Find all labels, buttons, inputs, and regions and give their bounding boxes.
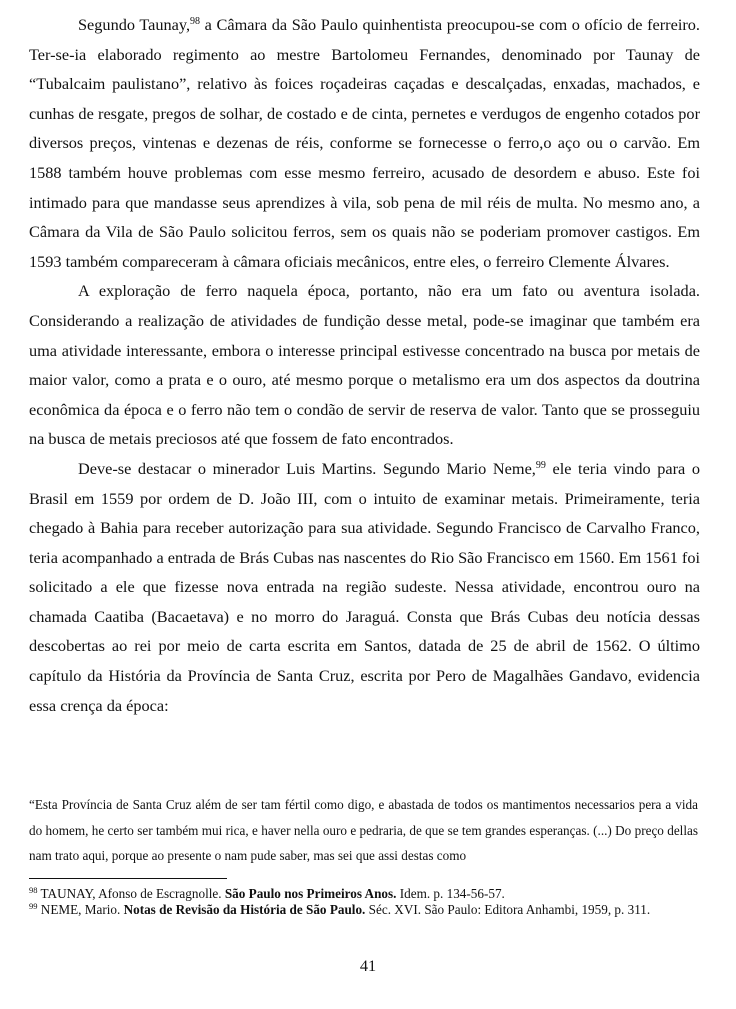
footnote-ref-99[interactable]: 99 xyxy=(535,459,546,471)
page-number: 41 xyxy=(359,956,377,975)
paragraph-1-text-b: a Câmara da São Paulo quinhentista preocupou-se com o ofício de ferreiro. Ter-se-ia elaborado regimento ao mestre Bartolomeu Fernandes, denominado por Taunay de “Tubalcaim paulistano”, relativo às foices roçadeiras caçadas e descalçadas, enxadas, machados, e cunhas de resgate, pregos de solhar, de costado e de cinta, pernetes e verdugos de engenho cotados por diversos preços, vintenas e dezenas de réis, conforme se fornecesse o ferro,o aço ou o carvão. Em 1588 também houve problemas com esse mesmo ferreiro, acusado de desordem e abuso. Este foi intimado para que mandasse seus aprendizes à vila, sob pena de mil réis de multa. No mesmo ano, a Câmara da Vila de São Paulo solicitou ferros, sem os quais não se poderiam promover castigos. Em 1593 também compareceram à câmara oficiais mecânicos, entre eles, o ferreiro Clemente Álvares. xyxy=(29,15,700,271)
footnote-98 xyxy=(29,886,700,902)
footnote-text: Idem. p. 134-56-57. xyxy=(396,886,505,901)
footnote-number: 99 xyxy=(29,901,38,911)
block-quote: “Esta Província de Santa Cruz além de ser tam fértil como digo, e abastada de todos os mantimentos necessarios pera a vida do homem, he certo ser também mui rica, e haver nella ouro e pedraria, de que se tem grandes esperanças. (...) Do preço dellas nam trato aqui, porque ao presente o nam pude saber, mas sei que assi destas como xyxy=(29,797,698,863)
footnote-99 xyxy=(29,902,700,918)
footnote-text: NEME, Mario. xyxy=(37,902,124,917)
paragraph-3-text-a: Deve-se destacar o minerador Luis Martins. Segundo Mario Neme, xyxy=(78,458,536,478)
footnote-ref-98[interactable]: 98 xyxy=(190,16,201,27)
paragraph-2: A exploração de ferro naquela época, portanto, não era um fato ou aventura isolada. Considerando a realização de atividades de fundição desse metal, pode-se imaginar que também era uma atividade interessante, embora o interesse principal estivesse concentrado na busca por metais de maior valor, como a prata e o ouro, até mesmo porque o metalismo era um dos aspectos da doutrina econômica da época e o ferro não tem o condão de servir de reserva de valor. Tanto que se prosseguiu na busca de metais preciosos até que fossem de fato encontrados. xyxy=(29,281,700,449)
footnote-title: Notas de Revisão da História de São Paulo. xyxy=(123,902,366,917)
footnote-text: TAUNAY, Afonso de Escragnolle. xyxy=(37,886,225,901)
footnote-text: Séc. XVI. São Paulo: Editora Anhambi, 1959, p. 311. xyxy=(365,902,651,917)
paragraph-3 xyxy=(29,454,700,720)
footnotes xyxy=(29,886,700,918)
document-page xyxy=(29,10,700,917)
paragraph-1-text-a: Segundo Taunay, xyxy=(78,15,191,34)
paragraph-1 xyxy=(29,10,700,276)
footnote-number: 98 xyxy=(29,885,38,895)
footnote-divider xyxy=(29,878,227,879)
paragraph-3-text-b: ele teria vindo para o Brasil em 1559 por ordem de D. João III, com o intuito de examinar metais. Primeiramente, teria chegado à Bahia para receber autorização para sua atividade. Segundo Francisco de Carvalho Franco, teria acompanhado a entrada de Brás Cubas nas nascentes do Rio São Francisco em 1560. Em 1561 foi solicitado a ele que fizesse nova entrada na região sudeste. Nessa atividade, encontrou ouro na chamada Caatiba (Bacaetava) e no morro do Jaraguá. Consta que Brás Cubas deu notícia dessas descobertas ao rei por meio de carta escrita em Santos, datada de 25 de abril de 1562. O último capítulo da História da Província de Santa Cruz, escrita por Pero de Magalhães Gandavo, evidencia essa crença da época: xyxy=(29,458,700,715)
footnote-title: São Paulo nos Primeiros Anos. xyxy=(224,886,397,901)
